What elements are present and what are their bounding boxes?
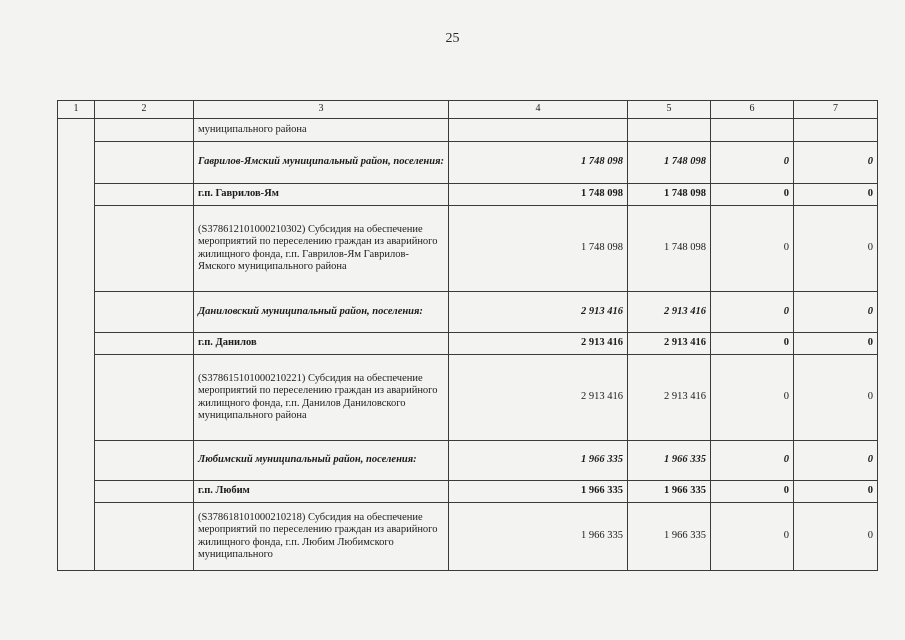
value-col7: 0 [794,292,878,333]
value-col4: 1 966 335 [449,441,628,481]
value-col6: 0 [711,184,794,206]
table-row [58,119,878,142]
col-header-1: 1 [58,101,95,119]
description-cell: Гаврилов-Ямский муниципальный район, поселения: [194,142,449,184]
value-col5: 2 913 416 [628,355,711,441]
value-col5: 1 748 098 [628,184,711,206]
value-col6: 0 [711,142,794,184]
col-header-4: 4 [449,101,628,119]
col2-cell [95,142,194,184]
value-col7: 0 [794,355,878,441]
value-col4: 2 913 416 [449,355,628,441]
table-row [58,206,878,292]
description-cell: (S378612101000210302) Субсидия на обеспечение мероприятий по переселению граждан из аварийного жилищного фонда, г.п. Гаврилов-Ям Гаврилов-Ямского муниципального района [194,206,449,292]
description-cell: (S378618101000210218) Субсидия на обеспечение мероприятий по переселению граждан из аварийного жилищного фонда, г.п. Любим Любимского муниципального [194,503,449,571]
value-col7: 0 [794,184,878,206]
value-col4: 2 913 416 [449,333,628,355]
table-row [58,292,878,333]
value-col6: 0 [711,503,794,571]
value-col4: 1 966 335 [449,481,628,503]
value-col5: 1 966 335 [628,481,711,503]
col2-cell [95,481,194,503]
value-col7: 0 [794,441,878,481]
col-header-6: 6 [711,101,794,119]
col2-cell [95,441,194,481]
value-col7: 0 [794,206,878,292]
description-cell: г.п. Любим [194,481,449,503]
col2-cell [95,119,194,142]
col2-cell [95,184,194,206]
col2-cell [95,292,194,333]
value-col5: 1 748 098 [628,206,711,292]
value-col7 [794,119,878,142]
description-cell: г.п. Данилов [194,333,449,355]
table-row [58,503,878,571]
value-col6: 0 [711,355,794,441]
table-row [58,184,878,206]
col-header-2: 2 [95,101,194,119]
value-col6: 0 [711,481,794,503]
col2-cell [95,503,194,571]
value-col4: 1 748 098 [449,142,628,184]
header-row [58,101,878,119]
value-col5: 1 748 098 [628,142,711,184]
value-col5: 1 966 335 [628,503,711,571]
value-col6: 0 [711,292,794,333]
value-col4: 1 748 098 [449,184,628,206]
value-col4: 1 748 098 [449,206,628,292]
description-cell: муниципального района [194,119,449,142]
description-cell: Даниловский муниципальный район, поселения: [194,292,449,333]
value-col7: 0 [794,503,878,571]
value-col5 [628,119,711,142]
value-col6 [711,119,794,142]
description-cell: Любимский муниципальный район, поселения: [194,441,449,481]
col-header-5: 5 [628,101,711,119]
table-row [58,481,878,503]
value-col7: 0 [794,142,878,184]
description-cell: г.п. Гаврилов-Ям [194,184,449,206]
description-cell: (S378615101000210221) Субсидия на обеспечение мероприятий по переселению граждан из аварийного жилищного фонда, г.п. Данилов Даниловского муниципального района [194,355,449,441]
page-number: 25 [445,31,460,46]
value-col5: 1 966 335 [628,441,711,481]
table-row [58,355,878,441]
value-col4 [449,119,628,142]
value-col7: 0 [794,333,878,355]
col2-cell [95,355,194,441]
col1-cell [58,119,95,571]
value-col4: 2 913 416 [449,292,628,333]
col2-cell [95,333,194,355]
value-col6: 0 [711,441,794,481]
table-row [58,142,878,184]
col2-cell [95,206,194,292]
col-header-7: 7 [794,101,878,119]
col-header-3: 3 [194,101,449,119]
value-col6: 0 [711,206,794,292]
value-col7: 0 [794,481,878,503]
value-col4: 1 966 335 [449,503,628,571]
table-row [58,333,878,355]
value-col5: 2 913 416 [628,292,711,333]
table-row [58,441,878,481]
value-col5: 2 913 416 [628,333,711,355]
value-col6: 0 [711,333,794,355]
budget-table [57,100,878,571]
